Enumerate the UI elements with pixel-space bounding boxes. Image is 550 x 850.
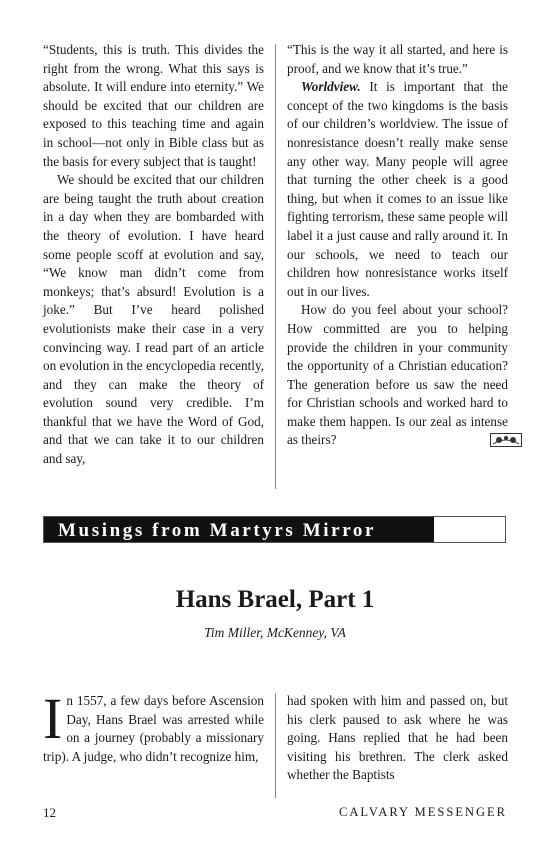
paragraph: “This is the way it all started, and here is proof, and we know that it’s true.” xyxy=(287,42,508,76)
page-number: 12 xyxy=(43,805,56,820)
paragraph-text: n 1557, a few days before Ascension Day, Hans Brael was arrested while on a journey (probably a missionary trip). A judge, who didn’t recognize him, xyxy=(43,693,264,764)
column-bottom-left xyxy=(43,686,264,766)
paragraph xyxy=(287,301,508,450)
paragraph xyxy=(43,686,264,766)
fleuron-ornament-icon xyxy=(476,433,508,447)
article-byline: Tim Miller, McKenney, VA xyxy=(204,625,346,640)
run-in-heading: Worldview. xyxy=(301,79,361,95)
column-top-left xyxy=(43,41,264,469)
section-banner-title: Musings from Martyrs Mirror xyxy=(44,517,434,542)
paragraph-worldview xyxy=(287,78,508,301)
column-divider-bottom xyxy=(275,693,276,798)
drop-cap: I xyxy=(43,686,63,751)
column-top-right xyxy=(287,41,508,450)
paragraph: had spoken with him and passed on, but his clerk paused to ask where he was going. Hans replied that he had been visiting his brethren. The clerk asked whether the Baptists xyxy=(287,693,508,783)
publication-title: CALVARY MESSENGER xyxy=(339,805,507,819)
paragraph: “Students, this is truth. This divides the right from the wrong. What this says is absolute. It will endure into eternity.” We should be excited that our children are exposed to this teaching time and again in school—not only in Bible class but as the basis for every subject that is taught! xyxy=(43,42,264,169)
section-banner xyxy=(43,516,506,543)
article-title: Hans Brael, Part 1 xyxy=(175,586,375,613)
paragraph: We should be excited that our children are being taught the truth about creation in a day when they are bombarded with the theory of evolution. I have heard some people scoff at evolution and say, “We know man didn’t come from monkeys; that’s absurd! Evolution is a joke.” But I’ve heard polished evolutionists make their case in a very convincing way. I read part of an article on evolution in the encyclopedia recently, and they can make the theory of evolution sound very credible. I’m thankful that we have the Word of God, and that we can take it to our children and say, xyxy=(43,172,264,467)
paragraph-text: How do you feel about your school? How committed are you to helping provide the children in your community the opportunity of a Christian education? The generation before us saw the need for Christian schools and worked hard to make them happen. Is our zeal as intense as theirs? xyxy=(287,302,508,448)
column-bottom-right xyxy=(287,692,508,785)
column-divider-top xyxy=(275,44,276,489)
paragraph-text: It is important that the concept of the two kingdoms is the basis of our children’s worldview. The issue of nonresistance doesn’t really make sense any other way. Many people will agree that turning the other cheek is a good thing, but when it comes to an issue like fighting terrorism, these same people will label it a just cause and rally around it. In our schools, we need to teach our children how nonresistance works itself out in our lives. xyxy=(287,79,508,299)
